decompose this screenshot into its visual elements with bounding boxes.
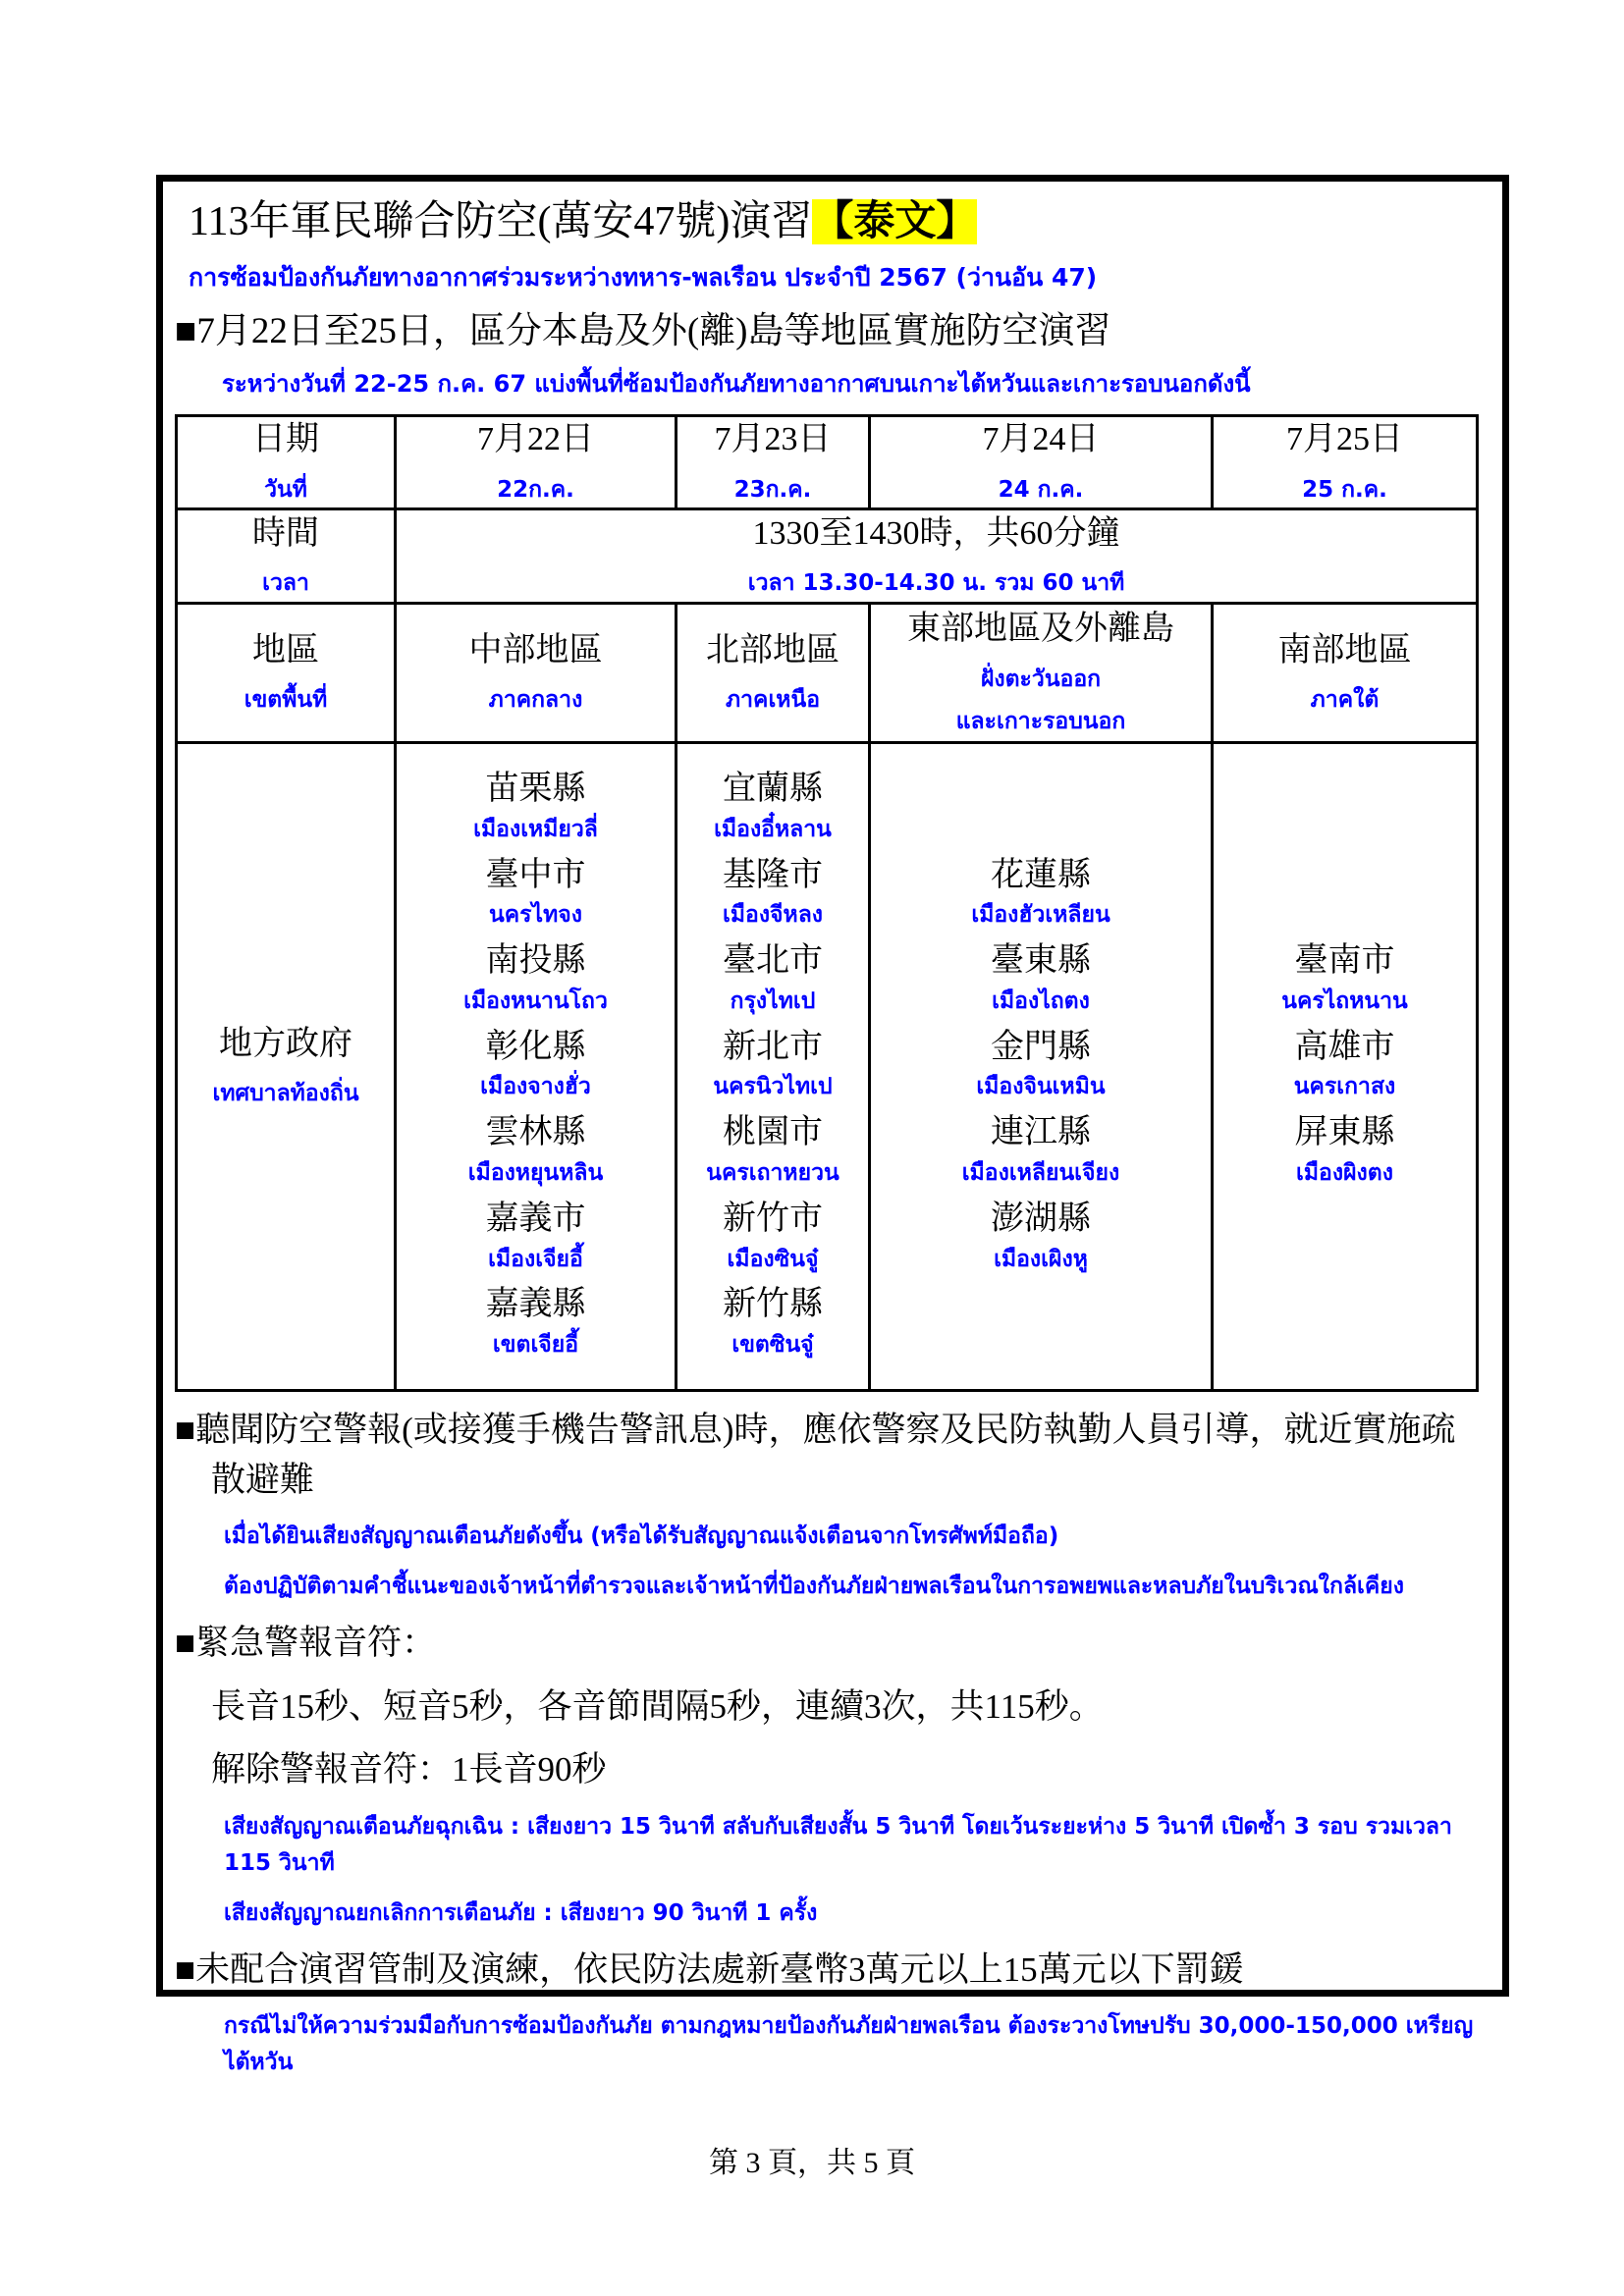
note-emergency-siren-heading (175, 1619, 1485, 1669)
county-th: เมืองหยุนหลิน (467, 1159, 604, 1186)
county-zh: 新北市 (723, 1028, 823, 1065)
county-th: เมืองเจียอี้ (488, 1246, 583, 1272)
county-th: เมืองเหมียวลี่ (473, 816, 598, 842)
region-zh: 北部地區 (706, 631, 839, 668)
page-subtitle-th: การซ้อมป้องกันภัยทางอากาศร่วมระหว่างทหาร-พลเรือน ประจำปี 2567 (ว่านอัน 47) (189, 263, 1098, 293)
county-zh: 高雄市 (1294, 1028, 1395, 1065)
gov-entry (1214, 1028, 1476, 1102)
date-zh: 7月23日 (714, 421, 832, 458)
gov-cell-north (677, 742, 870, 1390)
gov-entry (1214, 941, 1476, 1016)
gov-label-th: เทศบาลท้องถิ่น (212, 1081, 359, 1107)
county-zh: 花蓮縣 (991, 856, 1091, 893)
county-th: เมืองไถตง (992, 988, 1090, 1014)
county-zh: 臺中市 (485, 856, 586, 893)
note-siren-pattern-th: เสียงสัญญาณเตือนภัยฉุกเฉิน : เสียงยาว 15 วินาที สลับกับเสียงสั้น 5 วินาที โดยเว้นระยะห่าง 5 วินาที เปิดซ้ำ 3 รอบ รวมเวลา 115 วินาที (224, 1814, 1452, 1877)
region-zh: 中部地區 (468, 631, 603, 668)
region-th-line1: ฝั่งตะวันออก (980, 667, 1102, 693)
region-cell-north (677, 603, 870, 742)
time-value-th: เวลา 13.30-14.30 น. รวม 60 นาที (747, 570, 1125, 597)
region-cell-south (1213, 603, 1478, 742)
county-zh: 桃園市 (723, 1114, 823, 1151)
county-zh: 宜蘭縣 (723, 770, 823, 807)
county-th: กรุงไทเป (730, 988, 816, 1014)
gov-cell-south (1213, 742, 1478, 1390)
county-zh: 新竹縣 (723, 1286, 823, 1323)
county-zh: 苗栗縣 (485, 770, 586, 807)
date-th: 22ก.ค. (497, 476, 574, 503)
county-th: เขตเจียอี้ (492, 1332, 579, 1359)
county-th: เมืองเผิงหู (994, 1246, 1088, 1272)
date-cell-jul24 (870, 415, 1213, 508)
county-th: นครไถหนาน (1281, 988, 1408, 1014)
gov-entry (677, 770, 868, 844)
time-label-cell (177, 508, 396, 603)
county-th: นครเกาสง (1293, 1074, 1396, 1100)
county-th: เมืองจีหลง (722, 902, 824, 929)
schedule-table (175, 414, 1479, 1392)
county-zh: 臺東縣 (991, 942, 1091, 980)
county-zh: 連江縣 (991, 1114, 1091, 1151)
region-th: ภาคใต้ (1310, 687, 1380, 714)
intro-heading-th: ระหว่างวันที่ 22-25 ก.ค. 67 แบ่งพื้นที่ซ้อมป้องกันภัยทางอากาศบนเกาะไต้หวันและเกาะรอบนอกดังนี้ (222, 369, 1251, 398)
page-number: 第 3 頁，共 5 頁 (709, 2147, 915, 2179)
note-air-raid-warning-th-1: เมื่อได้ยินเสียงสัญญาณเตือนภัยดังขึ้น (หรือได้รับสัญญาณแจ้งเตือนจากโทรศัพท์มือถือ) (224, 1523, 1059, 1550)
time-label-zh: 時間 (252, 514, 319, 552)
gov-label-zh: 地方政府 (219, 1025, 352, 1062)
gov-entry (677, 941, 868, 1016)
date-cell-jul25 (1213, 415, 1478, 508)
region-cell-east (870, 603, 1213, 742)
county-th: เมืองหนานโถว (463, 988, 608, 1014)
date-th: 25 ก.ค. (1302, 476, 1387, 503)
gov-entry (871, 1113, 1211, 1188)
table-row-local-government (177, 742, 1478, 1390)
region-zh: 南部地區 (1277, 631, 1412, 668)
bullet-square-icon: ■ (175, 1410, 196, 1449)
county-zh: 基隆市 (723, 856, 823, 893)
table-row-date (177, 415, 1478, 508)
intro-heading-text: 7月22日至25日，區分本島及外(離)島等地區實施防空演習 (196, 310, 1111, 351)
county-th: เมืองฮัวเหลียน (971, 902, 1110, 929)
gov-label-cell (177, 742, 396, 1390)
region-cell-central (396, 603, 677, 742)
note-air-raid-warning-th-2: ต้องปฏิบัติตามคำชี้แนะของเจ้าหน้าที่ตำรวจและเจ้าหน้าที่ป้องกันภัยฝ่ายพลเรือนในการอพยพและหลบภัยในบริเวณใกล้เคียง (224, 1574, 1404, 1600)
region-label-zh: 地區 (252, 631, 319, 668)
date-zh: 7月22日 (477, 421, 594, 458)
county-th: เมืองจางฮั่ว (480, 1074, 591, 1100)
date-label-zh: 日期 (252, 421, 319, 458)
note-text: 緊急警報音符： (195, 1623, 437, 1662)
gov-entry (677, 1028, 868, 1102)
table-row-region (177, 603, 1478, 742)
gov-entry (397, 1028, 675, 1102)
note-text: 聽聞防空警報(或接獲手機告警訊息)時，應依警察及民防執勤人員引導，就近實施疏散避難 (195, 1410, 1456, 1499)
time-value-zh: 1330至1430時，共60分鐘 (752, 514, 1120, 552)
date-zh: 7月25日 (1286, 421, 1403, 458)
gov-entry (871, 941, 1211, 1016)
gov-entry (1214, 1113, 1476, 1188)
county-th: เมืองผิงตง (1296, 1159, 1393, 1186)
gov-entry (677, 1285, 868, 1360)
county-th: เมืองเหลียนเจียง (961, 1159, 1120, 1186)
page-title-zh: 113年軍民聯合防空(萬安47號)演習 (189, 199, 813, 244)
county-th: เมืองอี๋หลาน (714, 816, 832, 842)
county-zh: 新竹市 (723, 1200, 823, 1237)
region-label-th: เขตพื้นที่ (244, 687, 328, 714)
date-cell-jul22 (396, 415, 677, 508)
county-th: นครนิวไทเป (713, 1074, 833, 1100)
note-all-clear-pattern-th: เสียงสัญญาณยกเลิกการเตือนภัย : เสียงยาว 90 วินาที 1 ครั้ง (224, 1899, 818, 1926)
gov-entry (677, 1200, 868, 1274)
note-penalty-th: กรณีไม่ให้ความร่วมมือกับการซ้อมป้องกันภัย ตามกฎหมายป้องกันภัยฝ่ายพลเรือน ต้องระวางโทษปรับ 30,000-150,000 เหรียญไต้หวัน (224, 2013, 1474, 2076)
county-th: เมืองจินเหมิน (976, 1074, 1106, 1100)
table-row-time (177, 508, 1478, 603)
gov-entry (397, 770, 675, 844)
region-th: ภาคกลาง (488, 687, 583, 714)
bullet-square-icon: ■ (175, 310, 197, 351)
time-label-th: เวลา (262, 570, 309, 597)
region-label-cell (177, 603, 396, 742)
gov-entry (677, 1113, 868, 1188)
gov-entry (397, 1285, 675, 1360)
county-zh: 臺北市 (723, 942, 823, 980)
region-th-line2: และเกาะรอบนอก (955, 708, 1126, 734)
note-penalty (175, 1946, 1485, 1996)
note-siren-pattern: 長音15秒、短音5秒，各音節間隔5秒，連續3次，共115秒。 (211, 1686, 1104, 1726)
gov-entry (677, 856, 868, 931)
county-th: นครเถาหยวน (706, 1159, 839, 1186)
county-zh: 澎湖縣 (991, 1200, 1091, 1237)
bullet-square-icon: ■ (175, 1949, 196, 1989)
county-zh: 南投縣 (485, 942, 586, 980)
county-zh: 嘉義市 (485, 1200, 586, 1237)
county-zh: 屏東縣 (1294, 1114, 1395, 1151)
gov-entry (397, 1113, 675, 1188)
date-th: 24 ก.ค. (998, 476, 1084, 503)
region-zh: 東部地區及外離島 (907, 611, 1174, 648)
date-th: 23ก.ค. (733, 476, 812, 503)
gov-cell-central (396, 742, 677, 1390)
time-value-cell (396, 508, 1478, 603)
bullet-square-icon: ■ (175, 1623, 196, 1662)
date-cell-jul23 (677, 415, 870, 508)
gov-entry (871, 1200, 1211, 1274)
intro-heading-zh (175, 309, 1502, 354)
notes-section (175, 1406, 1485, 2081)
gov-entry (397, 856, 675, 931)
county-zh: 金門縣 (991, 1028, 1091, 1065)
region-th: ภาคเหนือ (725, 687, 821, 714)
note-text: 未配合演習管制及演練，依民防法處新臺幣3萬元以上15萬元以下罰鍰 (195, 1949, 1244, 1989)
county-th: นครไทจง (489, 902, 582, 929)
language-tag: 【泰文】 (812, 199, 978, 244)
date-zh: 7月24日 (982, 421, 1100, 458)
county-zh: 嘉義縣 (485, 1286, 586, 1323)
county-zh: 彰化縣 (485, 1028, 586, 1065)
gov-entry (397, 1200, 675, 1274)
date-label-cell (177, 415, 396, 508)
county-zh: 雲林縣 (485, 1114, 586, 1151)
date-label-th: วันที่ (264, 476, 307, 503)
gov-entry (871, 856, 1211, 931)
document-frame (156, 175, 1509, 2076)
county-zh: 臺南市 (1294, 942, 1395, 980)
county-th: เขตซินจู๋ (731, 1332, 814, 1359)
note-all-clear-pattern: 解除警報音符：1長音90秒 (211, 1750, 607, 1789)
county-th: เมืองซินจู๋ (727, 1246, 819, 1272)
gov-entry (397, 941, 675, 1016)
gov-cell-east (870, 742, 1213, 1390)
page-title (189, 197, 1502, 246)
gov-entry (871, 1028, 1211, 1102)
note-air-raid-warning (175, 1406, 1485, 1506)
